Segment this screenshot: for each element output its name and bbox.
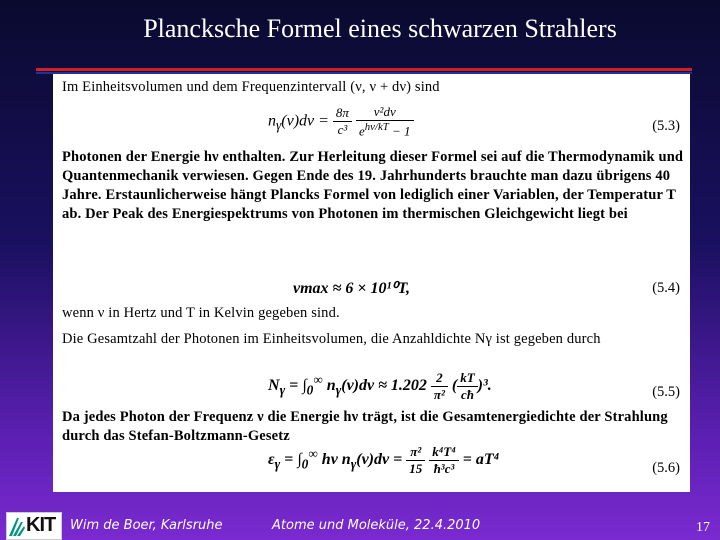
kit-logo [6,512,62,540]
footer-author: Wim de Boer, Karlsruhe [70,518,223,533]
equation-number: (5.6) [652,460,680,476]
equation-5-3: $n_\gamma(\nu)d\nu$ = $\frac{8\pi}{\text{c³}}$ $\frac{\text{ν²dν}}{e^{h\nu/kT} - 1}$ [268,104,414,139]
slide-title: Plancksche Formel eines schwarzen Strahlers [143,14,617,43]
title-rule-red [36,68,692,71]
equation-5-5: $N_\gamma = \int_0^\infty$ $n_\gamma(\nu)d\nu \approx 1.202$ $\frac{2}{\text{π²}}$ ( $\frac{kT}{cħ}$ )³. [268,370,492,402]
content-panel [53,74,690,492]
paragraph-1: Photonen der Energie hν enthalten. Zur Herleitung dieser Formel sei auf die Thermodynamik und Quantenmechanik verwiesen. Gegen Ende des 19. Jahrhunderts brauchte man dazu übrigens 40 Jahre. Erstaunlicherweise hängt Plancks Formel von lediglich einer Variablen, der Temperatur T ab. Der Peak des Energiespektrums von Photonen im thermischen Gleichgewicht liegt bei [62,149,684,222]
page-number: 17 [696,520,710,535]
intro-line: Im Einheitsvolumen und dem Frequenzintervall (ν, ν + dν) sind [62,79,440,95]
paragraph-3: Da jedes Photon der Frequenz ν die Energie hν trägt, ist die Gesamtenergiedichte der Strahlung durch das Stefan-Boltzmann-Gesetz [62,409,668,444]
equation-5-4: νmax ≈ 6 × 10¹⁰T, [293,280,410,297]
equation-number: (5.3) [652,118,680,134]
footer-course: Atome und Moleküle, 22.4.2010 [272,518,481,533]
paragraph-2: Die Gesamtzahl der Photonen im Einheitsvolumen, die Anzahldichte Nγ ist gegeben durch [62,331,601,347]
equation-number: (5.4) [652,280,680,296]
kit-logo-icon [9,516,25,536]
equation-5-6: $\varepsilon_\gamma = \int_0^\infty$ hν $n_\gamma(\nu)d\nu$ = $\frac{\text{π²}}{15}$ $\frac{\text{k⁴T⁴}}{\text{ħ³c³}}$ = aT⁴ [268,444,500,476]
kit-logo-text: KIT [26,514,56,536]
equation-number: (5.5) [652,384,680,400]
units-line: wenn ν in Hertz und T in Kelvin gegeben sind. [62,305,340,321]
footer [0,510,720,540]
